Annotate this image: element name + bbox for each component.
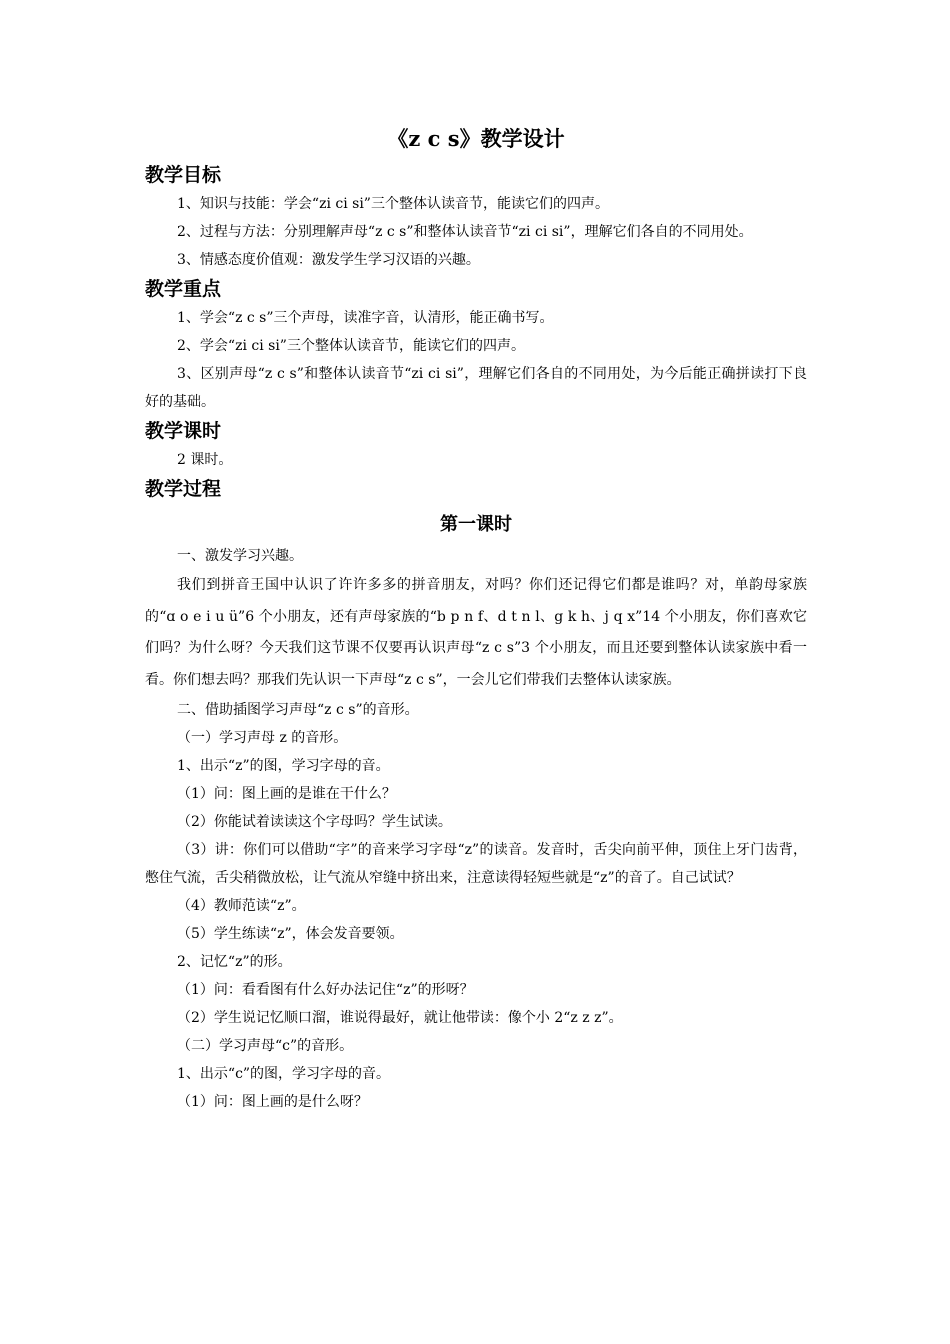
hours-item-1: 2 课时。 bbox=[177, 452, 233, 468]
process-item-1: 一、激发学习兴趣。 bbox=[177, 548, 303, 564]
process-item-8: （3）讲：你们可以借助“字”的音来学习字母“z”的读音。发音时，舌尖向前平伸，顶住上牙门齿背，憋住气流，舌尖稍微放松，让气流从窄缝中挤出来，注意读得轻短些就是“z”的音了。自己试试？ bbox=[145, 842, 807, 886]
process-item-12: （1）问：看看图有什么好办法记住“z”的形呀？ bbox=[177, 982, 474, 998]
section-heading-goals: 教学目标 bbox=[145, 164, 222, 186]
process-item-3: 二、借助插图学习声母“z c s”的音形。 bbox=[177, 702, 419, 718]
process-item-11: 2、记忆“z”的形。 bbox=[177, 954, 292, 970]
process-item-6: （1）问：图上画的是谁在干什么？ bbox=[177, 786, 396, 802]
lesson-title: 第一课时 bbox=[440, 514, 512, 535]
process-item-7: （2）你能试着读读这个字母吗？学生试读。 bbox=[177, 814, 452, 830]
process-item-16: （1）问：图上画的是什么呀？ bbox=[177, 1094, 368, 1110]
process-item-9: （4）教师范读“z”。 bbox=[177, 898, 306, 914]
process-intro-paragraph: 我们到拼音王国中认识了许许多多的拼音朋友，对吗？你们还记得它们都是谁吗？对，单韵母家族的“ɑ o e i u ü”6 个小朋友，还有声母家族的“b p n f、d t n l、g k h、j q x”14 个小朋友，你们喜欢它们吗？为什么呀？今天我们这节课不仅要再认识声母“z c s”3 个小朋友，而且还要到整体认读家族中看一看。你们想去吗？那我们先认识一下声母“z c s”，一会儿它们带我们去整体认读家族。 bbox=[145, 577, 807, 688]
key-point-item-1: 1、学会“z c s”三个声母，读准字音，认清形，能正确书写。 bbox=[177, 310, 554, 326]
document-page bbox=[145, 118, 807, 1116]
process-item-10: （5）学生练读“z”，体会发音要领。 bbox=[177, 926, 404, 942]
goal-item-1: 1、知识与技能：学会“zi ci si”三个整体认读音节，能读它们的四声。 bbox=[177, 196, 609, 212]
section-heading-hours: 教学课时 bbox=[145, 420, 222, 442]
document-title: 《z c s》教学设计 bbox=[387, 126, 565, 151]
section-heading-process: 教学过程 bbox=[145, 478, 222, 500]
process-item-15: 1、出示“c”的图，学习字母的音。 bbox=[177, 1066, 391, 1082]
goal-item-2: 2、过程与方法：分别理解声母“z c s”和整体认读音节“zi ci si”，理解它们各自的不同用处。 bbox=[177, 224, 753, 240]
process-item-13: （2）学生说记忆顺口溜，谁说得最好，就让他带读：像个小 2“z z z”。 bbox=[177, 1010, 623, 1026]
process-item-14: （二）学习声母“c”的音形。 bbox=[177, 1038, 354, 1054]
process-item-5: 1、出示“z”的图，学习字母的音。 bbox=[177, 758, 390, 774]
key-point-item-3: 3、区别声母“z c s”和整体认读音节“zi ci si”，理解它们各自的不同用处，为今后能正确拼读打下良好的基础。 bbox=[145, 366, 807, 410]
goal-item-3: 3、情感态度价值观：激发学生学习汉语的兴趣。 bbox=[177, 252, 480, 268]
key-point-item-2: 2、学会“zi ci si”三个整体认读音节，能读它们的四声。 bbox=[177, 338, 525, 354]
process-item-4: （一）学习声母 z 的音形。 bbox=[177, 730, 348, 746]
section-heading-key-points: 教学重点 bbox=[145, 278, 222, 300]
